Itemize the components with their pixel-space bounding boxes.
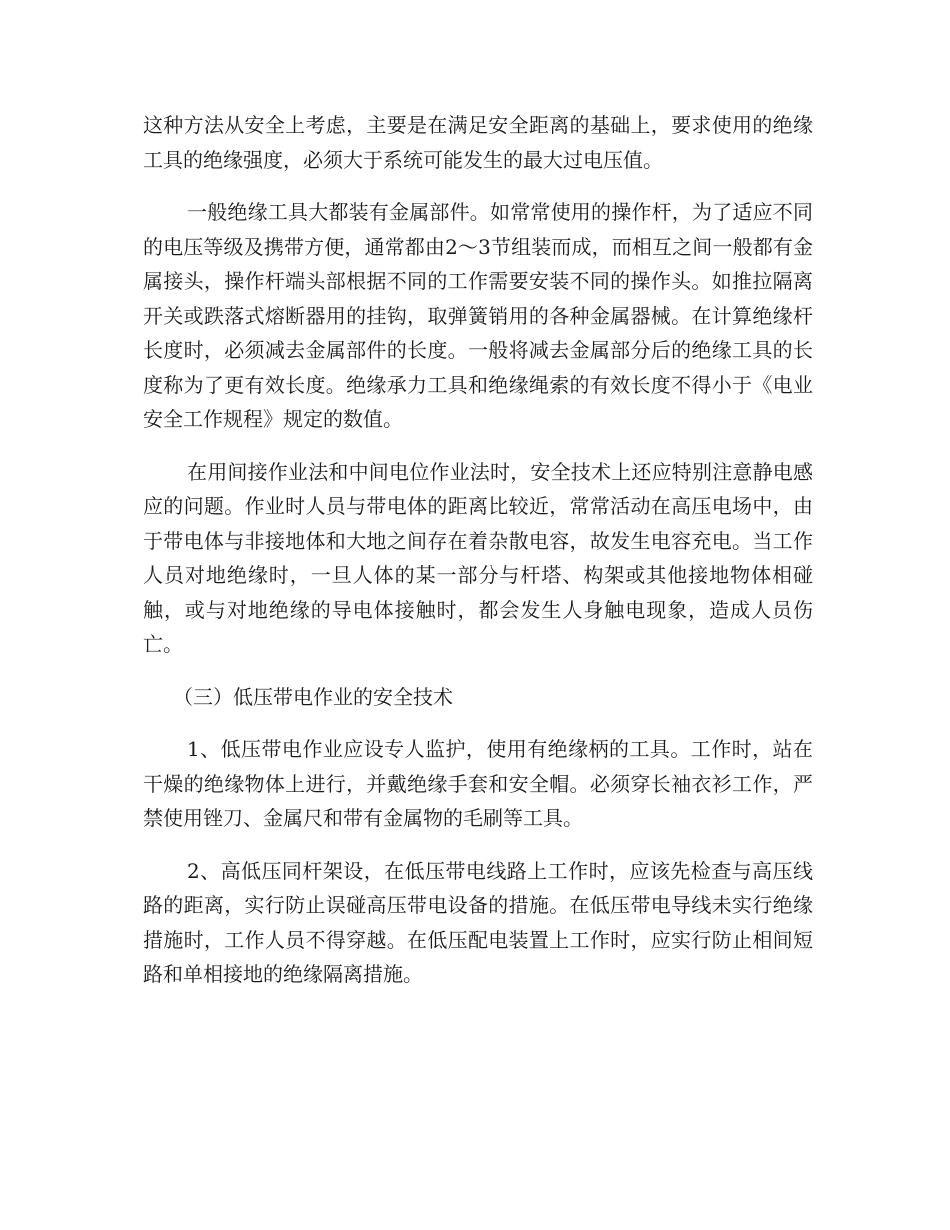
paragraph-metal-parts: 一般绝缘工具大都装有金属部件。如常常使用的操作杆，为了适应不同的电压等级及携带方便，通常都由2～3节组装而成，而相互之间一般都有金属接头，操作杆端头部根据不同的工作需要安装不同的操作头。如推拉隔离开关或跌落式熔断器用的挂钩，取弹簧销用的各种金属器械。在计算绝缘杆长度时，必须减去金属部件的长度。一般将减去金属部分后的绝缘工具的长度称为了更有效长度。绝缘承力工具和绝缘绳索的有效长度不得小于《电业安全工作规程》规定的数值。 (143, 200, 813, 431)
paragraph-safety-distance: 这种方法从安全上考虑，主要是在满足安全距离的基础上，要求使用的绝缘工具的绝缘强度，必须大于系统可能发生的最大过电压值。 (143, 113, 813, 172)
section-heading-low-voltage: （三）低压带电作业的安全技术 (173, 684, 453, 709)
paragraph-item-1: 1、低压带电作业应设专人监护，使用有绝缘柄的工具。工作时，站在干燥的绝缘物体上进行，并戴绝缘手套和安全帽。必须穿长袖衣衫工作，严禁使用锉刀、金属尺和带有金属物的毛刷等工具。 (143, 737, 813, 830)
document-body (143, 108, 813, 1010)
paragraph-item-2: 2、高低压同杆架设，在低压带电线路上工作时，应该先检查与高压线路的距离，实行防止误碰高压带电设备的措施。在低压带电导线未实行绝缘措施时，工作人员不得穿越。在低压配电装置上工作时，应实行防止相间短路和单相接地的绝缘隔离措施。 (143, 858, 813, 986)
paragraph-static-induction: 在用间接作业法和中间电位作业法时，安全技术上还应特别注意静电感应的问题。作业时人员与带电体的距离比较近，常常活动在高压电场中，由于带电体与非接地体和大地之间存在着杂散电容，故发生电容充电。当工作人员对地绝缘时，一旦人体的某一部分与杆塔、构架或其他接地物体相碰触，或与对地绝缘的导电体接触时，都会发生人身触电现象，造成人员伤亡。 (143, 459, 813, 656)
